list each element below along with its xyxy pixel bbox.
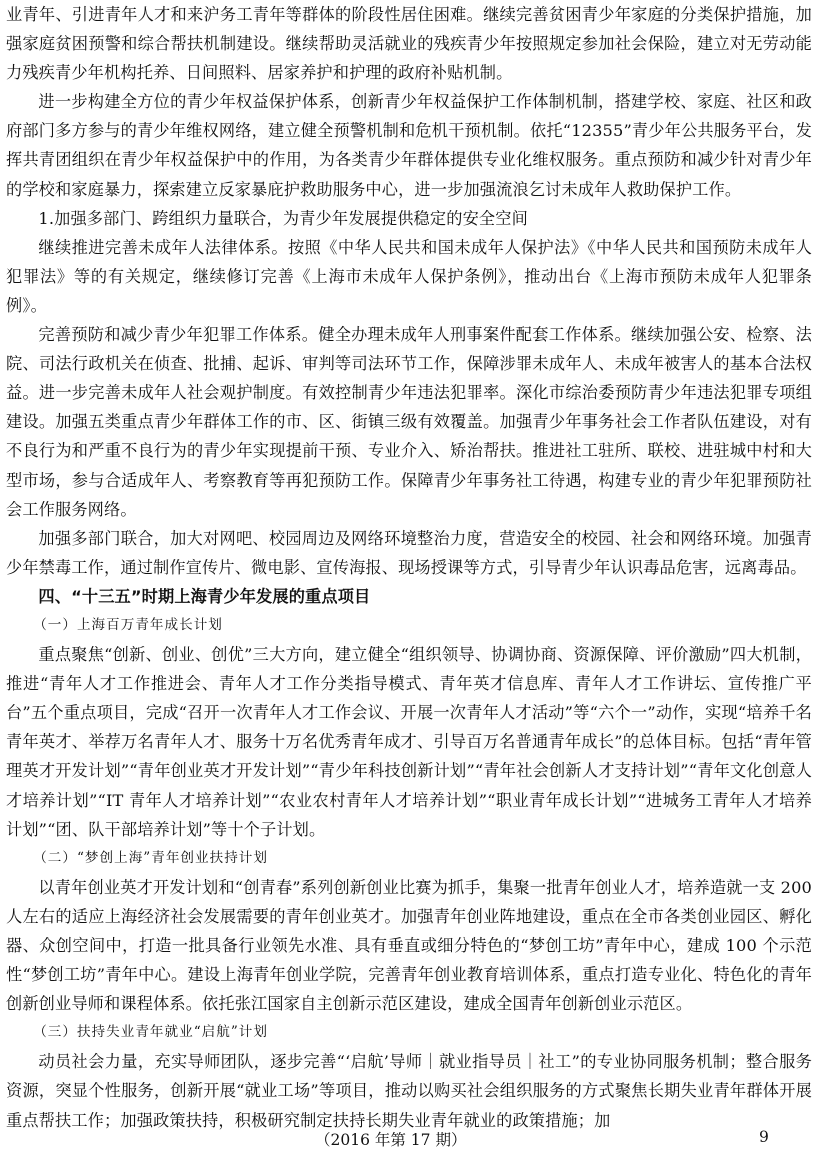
footer-issue-label: （2016 年第 17 期） <box>315 1131 467 1149</box>
section-heading-key-projects: 四、“十三五”时期上海青少年发展的重点项目 <box>38 586 371 606</box>
subheading-dream-startup-plan: （二）“梦创上海”青年创业扶持计划 <box>33 849 268 866</box>
footer-page-number: 9 <box>759 1128 769 1146</box>
paragraph-qihang-plan: 动员社会力量，充实导师团队，逐步完善“‘启航’导师｜就业指导员｜社工”的专业协同服务机制；整合服务资源，突显个性服务，创新开展“就业工场”等项目，推动以购买社会组织服务的方式聚焦长期失业青年群体开展重点帮扶工作；加强政策扶持，积极研究制定扶持长期失业青年就业的政策措施；加 <box>6 1052 812 1130</box>
paragraph-subtitle-safety-space: 1.加强多部门、跨组织力量联合，为青少年发展提供稳定的安全空间 <box>38 208 528 228</box>
paragraph-rights-protection: 进一步构建全方位的青少年权益保护体系，创新青少年权益保护工作体制机制，搭建学校、家庭、社区和政府部门多方参与的青少年维权网络，建立健全预警机制和危机干预机制。依托“12355”青少年公共服务平台，发挥共青团组织在青少年权益保护中的作用，为各类青少年群体提供专业化维权服务。重点预防和减少针对青少年的学校和家庭暴力，探索建立反家暴庇护救助服务中心，进一步加强流浪乞讨未成年人救助保护工作。 <box>6 92 812 199</box>
subheading-qihang-plan: （三）扶持失业青年就业“启航”计划 <box>33 1024 268 1041</box>
page-footer <box>0 1124 827 1154</box>
paragraph-residence-support: 业青年、引进青年人才和来沪务工青年等群体的阶段性居住困难。继续完善贫困青少年家庭的分类保护措施，加强家庭贫困预警和综合帮扶机制建设。继续帮助灵活就业的残疾青少年按照规定参加社会保险，建立对无劳动能力残疾青少年机构托养、日间照料、居家养护和护理的政府补贴机制。 <box>6 5 812 83</box>
paragraph-crime-prevention: 完善预防和减少青少年犯罪工作体系。健全办理未成年人刑事案件配套工作体系。继续加强公安、检察、法院、司法行政机关在侦查、批捕、起诉、审判等司法环节工作，保障涉罪未成年人、未成年被害人的基本合法权益。进一步完善未成年人社会观护制度。有效控制青少年违法犯罪率。深化市综治委预防青少年违法犯罪专项组建设。加强五类重点青少年群体工作的市、区、街镇三级有效覆盖。加强青少年事务社会工作者队伍建设，对有不良行为和严重不良行为的青少年实现提前干预、专业介入、矫治帮扶。推进社工驻所、联校、进驻城中村和大型市场，参与合适成年人、考察教育等再犯预防工作。保障青少年事务社工待遇，构建专业的青少年犯罪预防社会工作服务网络。 <box>6 325 812 519</box>
subheading-million-youth-plan: （一）上海百万青年成长计划 <box>33 616 223 633</box>
paragraph-environment-governance: 加强多部门联合，加大对网吧、校园周边及网络环境整治力度，营造安全的校园、社会和网络环境。加强青少年禁毒工作，通过制作宣传片、微电影、宣传海报、现场授课等方式，引导青少年认识毒品危害，远离毒品。 <box>6 528 812 577</box>
paragraph-million-youth-plan: 重点聚焦“创新、创业、创优”三大方向，建立健全“组织领导、协调协商、资源保障、评价激励”四大机制，推进“青年人才工作推进会、青年人才工作分类指导模式、青年英才信息库、青年人才工作讲坛、宣传推广平台”五个重点项目，完成“召开一次青年人才工作会议、开展一次青年人才活动”等“六个一”动作，实现“培养千名青年英才、举荐万名青年人才、服务十万名优秀青年成才、引导百万名普通青年成长”的总体目标。包括“青年管理英才开发计划”“青年创业英才开发计划”“青少年科技创新计划”“青年社会创新人才支持计划”“青年文化创意人才培养计划”“IT 青年人才培养计划”“农业农村青年人才培养计划”“职业青年成长计划”“进城务工青年人才培养计划”“团、队干部培养计划”等十个子计划。 <box>6 645 812 839</box>
document-body <box>6 0 812 1135</box>
paragraph-dream-startup-plan: 以青年创业英才开发计划和“创青春”系列创新创业比赛为抓手，集聚一批青年创业人才，培养造就一支 200 人左右的适应上海经济社会发展需要的青年创业英才。加强青年创业阵地建设，重点在全市各类创业园区、孵化器、众创空间中，打造一批具备行业领先水准、具有垂直或细分特色的“梦创工坊”青年中心，建成 100 个示范性“梦创工坊”青年中心。建设上海青年创业学院，完善青年创业教育培训体系，重点打造专业化、特色化的青年创新创业导师和课程体系。依托张江国家自主创新示范区建设，建成全国青年创新创业示范区。 <box>6 877 812 1014</box>
paragraph-legal-system: 继续推进完善未成年人法律体系。按照《中华人民共和国未成年人保护法》《中华人民共和国预防未成年人犯罪法》等的有关规定，继续修订完善《上海市未成年人保护条例》，推动出台《上海市预防未成年人犯罪条例》。 <box>6 237 812 315</box>
